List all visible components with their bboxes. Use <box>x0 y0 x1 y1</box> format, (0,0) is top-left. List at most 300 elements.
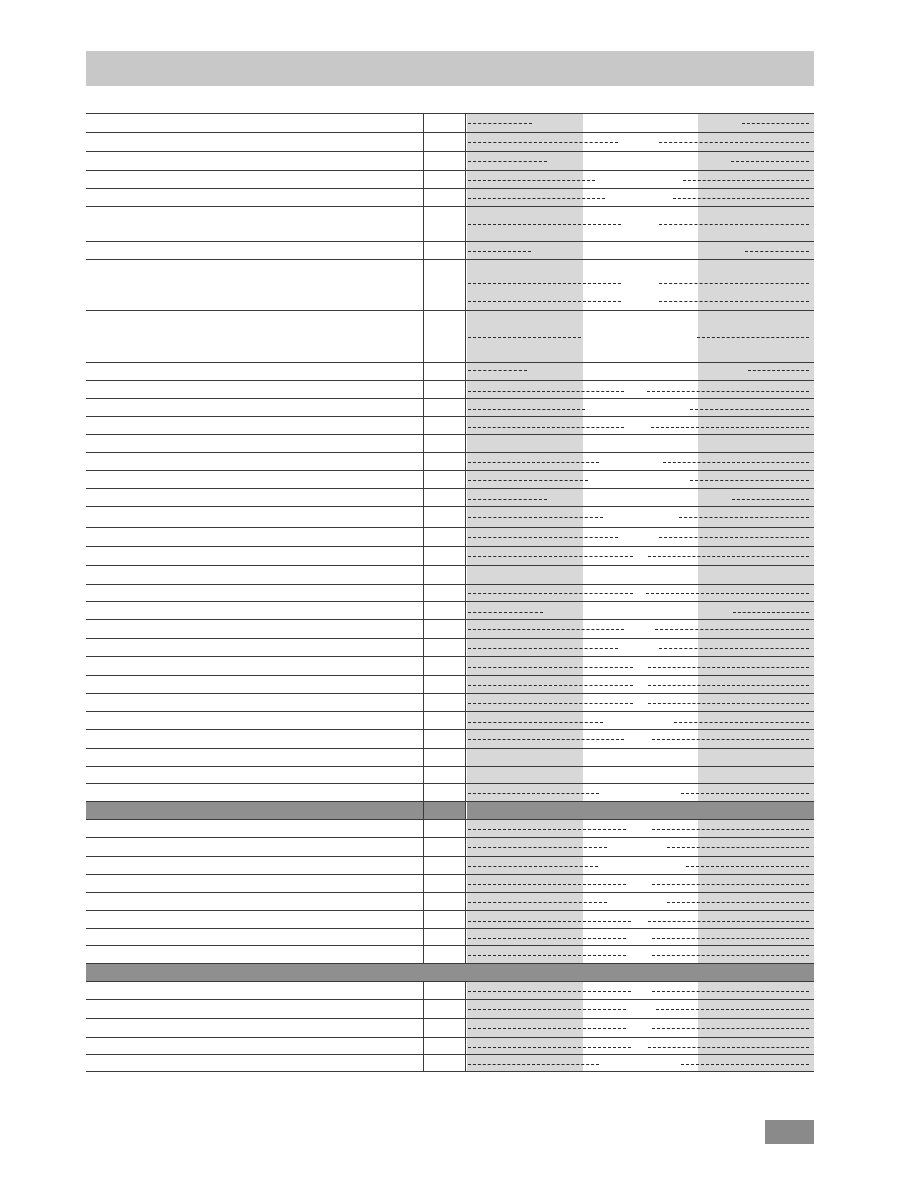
row-label <box>86 211 90 223</box>
table-row <box>86 565 814 584</box>
row-unit <box>424 879 428 891</box>
row-label <box>86 624 90 636</box>
dotted-leader <box>468 224 621 225</box>
row-label <box>86 879 90 891</box>
row-unit-cell <box>423 620 466 638</box>
table-row <box>86 506 814 527</box>
row-unit <box>424 606 428 618</box>
value-cell-1 <box>467 712 583 729</box>
value-cell-1 <box>467 435 583 452</box>
row-unit <box>424 175 428 187</box>
row-unit <box>424 246 428 258</box>
dotted-leader <box>659 301 809 302</box>
value-cell-1 <box>467 602 583 619</box>
row-label-cell <box>86 929 423 945</box>
value-cell-2 <box>583 242 698 259</box>
dotted-leader <box>468 391 624 392</box>
row-unit-cell <box>423 657 466 675</box>
dotted-leader <box>468 1028 626 1029</box>
table-row <box>86 729 814 748</box>
dotted-leader <box>468 612 543 613</box>
table-row <box>86 546 814 565</box>
dotted-leader <box>742 123 809 124</box>
row-label-cell <box>86 620 423 638</box>
row-unit-cell <box>423 152 466 170</box>
row-label <box>86 771 90 783</box>
row-unit <box>424 661 428 673</box>
dotted-leader <box>468 629 624 630</box>
dotted-leader <box>697 337 809 338</box>
row-unit-cell <box>423 982 466 999</box>
value-cell-2 <box>583 363 698 380</box>
row-unit-cell <box>423 1038 466 1054</box>
row-unit-cell <box>423 585 466 601</box>
row-label <box>86 193 90 205</box>
row-label-cell <box>86 982 423 999</box>
row-unit <box>424 193 428 205</box>
value-cell-2 <box>583 171 698 188</box>
row-label-cell <box>86 1038 423 1054</box>
row-unit-cell <box>423 802 466 819</box>
dotted-leader <box>468 337 581 338</box>
row-unit <box>424 570 428 582</box>
dotted-leader <box>679 517 809 518</box>
row-unit <box>424 698 428 710</box>
row-label <box>86 734 90 746</box>
table-row <box>86 1018 814 1037</box>
row-unit-cell <box>423 489 466 506</box>
table-row <box>86 188 814 206</box>
row-unit <box>424 734 428 746</box>
table-row <box>86 132 814 151</box>
value-cell-2 <box>583 399 698 416</box>
table-row <box>86 434 814 452</box>
row-label <box>86 897 90 909</box>
row-unit <box>424 589 428 601</box>
table-row <box>86 619 814 638</box>
row-unit-cell <box>423 242 466 259</box>
row-label <box>86 589 90 601</box>
table-row <box>86 1054 814 1072</box>
value-cell-3 <box>698 712 814 729</box>
dotted-leader <box>468 847 607 848</box>
dotted-leader <box>652 739 809 740</box>
dotted-leader <box>683 180 809 181</box>
row-unit-cell <box>423 1000 466 1018</box>
row-unit-cell <box>423 1019 466 1037</box>
row-label <box>86 475 90 487</box>
row-unit-cell <box>423 712 466 729</box>
value-cell-1 <box>467 929 583 945</box>
value-cell-2 <box>583 602 698 619</box>
row-label-cell <box>86 260 423 310</box>
row-label-cell <box>86 453 423 470</box>
table-row <box>86 999 814 1018</box>
dotted-leader <box>468 161 547 162</box>
specification-table <box>86 113 814 1072</box>
dotted-leader <box>646 593 809 594</box>
dotted-leader <box>745 251 809 252</box>
row-unit-cell <box>423 507 466 527</box>
row-label <box>86 842 90 854</box>
row-unit-cell <box>423 528 466 546</box>
row-unit <box>424 643 428 655</box>
row-unit <box>424 624 428 636</box>
table-row <box>86 380 814 398</box>
dotted-leader <box>652 991 809 992</box>
table-row <box>86 452 814 470</box>
dotted-leader <box>468 703 633 704</box>
value-cell-3 <box>698 399 814 416</box>
row-label <box>86 1059 90 1071</box>
row-label <box>86 1042 90 1054</box>
value-cell-1 <box>467 1038 583 1054</box>
row-label <box>86 716 90 728</box>
row-unit <box>424 421 428 433</box>
row-unit-cell <box>423 929 466 945</box>
table-row <box>86 398 814 416</box>
value-cell-2 <box>583 657 698 675</box>
dotted-leader <box>468 556 633 557</box>
dotted-leader <box>468 955 626 956</box>
dotted-leader <box>674 722 809 723</box>
dotted-leader <box>652 884 809 885</box>
row-unit-cell <box>423 171 466 188</box>
row-label <box>86 680 90 692</box>
row-label <box>86 698 90 710</box>
row-label <box>86 643 90 655</box>
table-row <box>86 675 814 693</box>
dotted-leader <box>468 991 631 992</box>
table-row <box>86 638 814 656</box>
dotted-leader <box>468 462 599 463</box>
row-unit-cell <box>423 547 466 565</box>
dotted-leader <box>468 648 618 649</box>
dotted-leader <box>648 703 809 704</box>
value-cell-1 <box>467 363 583 380</box>
value-cell-2 <box>583 767 698 783</box>
value-cell-3 <box>698 1055 814 1071</box>
row-label-cell <box>86 417 423 434</box>
row-unit-cell <box>423 189 466 206</box>
dotted-leader <box>652 829 809 830</box>
row-label <box>86 175 90 187</box>
row-unit <box>424 493 428 505</box>
row-unit-cell <box>423 381 466 398</box>
dotted-leader <box>659 142 809 143</box>
value-cell-3 <box>698 749 814 766</box>
row-label-cell <box>86 875 423 892</box>
row-label-cell <box>86 946 423 963</box>
value-cell-1 <box>467 417 583 434</box>
row-unit-cell <box>423 566 466 584</box>
row-unit-cell <box>423 311 466 362</box>
value-cell-1 <box>467 399 583 416</box>
value-cell-3 <box>698 911 814 928</box>
value-cell-2 <box>583 260 698 310</box>
row-label <box>86 986 90 998</box>
row-unit-cell <box>423 820 466 837</box>
dotted-leader <box>468 685 633 686</box>
row-label-cell <box>86 471 423 488</box>
dotted-leader <box>468 198 605 199</box>
value-cell-2 <box>583 712 698 729</box>
row-label <box>86 385 90 397</box>
row-unit <box>424 264 428 276</box>
value-cell-3 <box>698 767 814 783</box>
row-label-cell <box>86 242 423 259</box>
dotted-leader <box>652 955 809 956</box>
row-unit <box>424 753 428 765</box>
row-label-cell <box>86 602 423 619</box>
table-row <box>86 766 814 783</box>
row-label-cell <box>86 207 423 241</box>
row-label-cell <box>86 399 423 416</box>
value-cell-2 <box>583 471 698 488</box>
value-cell-3 <box>698 929 814 945</box>
row-label-cell <box>86 657 423 675</box>
dotted-leader <box>732 499 809 500</box>
dotted-leader <box>468 123 532 124</box>
row-label-cell <box>86 381 423 398</box>
table-row <box>86 527 814 546</box>
row-label-cell <box>86 171 423 188</box>
row-unit-cell <box>423 417 466 434</box>
value-cell-1 <box>467 260 583 310</box>
row-label <box>86 246 90 258</box>
row-unit-cell <box>423 114 466 132</box>
value-cell-3 <box>698 363 814 380</box>
row-label-cell <box>86 189 423 206</box>
row-label-cell <box>86 311 423 362</box>
value-cell-2 <box>583 114 698 132</box>
row-unit-cell <box>423 453 466 470</box>
row-label <box>86 824 90 836</box>
table-row <box>86 170 814 188</box>
row-unit <box>424 367 428 379</box>
row-unit-cell <box>423 260 466 310</box>
row-label <box>86 606 90 618</box>
row-label-cell <box>86 730 423 748</box>
value-cell-2 <box>583 911 698 928</box>
row-unit-cell <box>423 399 466 416</box>
row-label-cell <box>86 838 423 856</box>
row-label-cell <box>86 114 423 132</box>
dotted-leader <box>659 224 809 225</box>
row-label <box>86 661 90 673</box>
table-row <box>86 748 814 766</box>
row-unit-cell <box>423 875 466 892</box>
dotted-leader <box>468 301 621 302</box>
dotted-leader <box>468 409 585 410</box>
row-label <box>86 264 90 276</box>
dotted-leader <box>468 499 547 500</box>
table-row <box>86 310 814 362</box>
row-unit <box>424 915 428 927</box>
dotted-leader <box>690 409 809 410</box>
value-cell-1 <box>467 802 583 819</box>
row-label <box>86 137 90 149</box>
row-label-cell <box>86 802 423 819</box>
row-label-cell <box>86 1055 423 1071</box>
row-unit <box>424 156 428 168</box>
row-unit <box>424 315 428 327</box>
table-row <box>86 945 814 963</box>
dotted-leader <box>468 739 624 740</box>
dotted-leader <box>651 427 809 428</box>
table-row <box>86 113 814 132</box>
row-unit <box>424 385 428 397</box>
table-row <box>86 241 814 259</box>
table-row <box>86 416 814 434</box>
dotted-leader <box>731 161 809 162</box>
row-unit-cell <box>423 639 466 656</box>
dotted-leader <box>468 722 603 723</box>
value-cell-2 <box>583 381 698 398</box>
dotted-leader <box>468 938 626 939</box>
value-cell-1 <box>467 767 583 783</box>
row-unit <box>424 439 428 451</box>
value-cell-2 <box>583 152 698 170</box>
value-cell-3 <box>698 602 814 619</box>
row-label <box>86 788 90 800</box>
dotted-leader <box>652 1028 809 1029</box>
row-label-cell <box>86 363 423 380</box>
row-label <box>86 950 90 962</box>
row-unit-cell <box>423 676 466 693</box>
row-unit-cell <box>423 838 466 856</box>
value-cell-1 <box>467 657 583 675</box>
value-cell-2 <box>583 489 698 506</box>
row-unit <box>424 1059 428 1071</box>
row-label <box>86 493 90 505</box>
row-label <box>86 156 90 168</box>
row-label-cell <box>86 528 423 546</box>
row-label-cell <box>86 820 423 837</box>
value-cell-3 <box>698 417 814 434</box>
dotted-leader <box>468 251 531 252</box>
table-row <box>86 856 814 874</box>
dotted-leader <box>648 556 809 557</box>
row-unit <box>424 551 428 563</box>
dotted-leader <box>468 1064 599 1065</box>
dotted-leader <box>648 667 809 668</box>
row-label <box>86 315 90 327</box>
row-label-cell <box>86 1019 423 1037</box>
value-cell-1 <box>467 381 583 398</box>
value-cell-1 <box>467 1055 583 1071</box>
dotted-leader <box>468 370 527 371</box>
dotted-leader <box>468 427 624 428</box>
table-row <box>86 1037 814 1054</box>
dotted-leader <box>681 1064 809 1065</box>
table-row <box>86 206 814 241</box>
value-cell-2 <box>583 417 698 434</box>
table-row <box>86 470 814 488</box>
row-label <box>86 403 90 415</box>
row-label <box>86 457 90 469</box>
table-row <box>86 656 814 675</box>
row-label <box>86 421 90 433</box>
row-label-cell <box>86 489 423 506</box>
value-cell-2 <box>583 1055 698 1071</box>
row-unit <box>424 986 428 998</box>
row-unit <box>424 933 428 945</box>
dotted-leader <box>468 517 603 518</box>
dotted-leader <box>468 921 631 922</box>
row-label <box>86 753 90 765</box>
row-unit-cell <box>423 471 466 488</box>
row-label <box>86 551 90 563</box>
section-header-row <box>86 963 814 981</box>
row-label-cell <box>86 676 423 693</box>
table-row <box>86 259 814 310</box>
dotted-leader <box>748 370 809 371</box>
row-unit-cell <box>423 857 466 874</box>
dotted-leader <box>659 537 809 538</box>
row-unit <box>424 861 428 873</box>
row-unit <box>424 842 428 854</box>
value-cell-2 <box>583 857 698 874</box>
row-unit <box>424 211 428 223</box>
value-cell-2 <box>583 929 698 945</box>
row-label <box>86 118 90 130</box>
table-row <box>86 837 814 856</box>
row-unit <box>424 680 428 692</box>
value-cell-1 <box>467 749 583 766</box>
row-unit <box>424 1023 428 1035</box>
dotted-leader <box>468 793 599 794</box>
row-unit-cell <box>423 1055 466 1071</box>
row-label-cell <box>86 694 423 711</box>
row-unit-cell <box>423 133 466 151</box>
dotted-leader <box>468 142 618 143</box>
row-label <box>86 1023 90 1035</box>
table-row <box>86 693 814 711</box>
row-unit <box>424 950 428 962</box>
dotted-leader <box>468 667 633 668</box>
row-label-cell <box>86 435 423 452</box>
value-cell-3 <box>698 566 814 584</box>
table-row <box>86 783 814 801</box>
table-row <box>86 910 814 928</box>
row-label <box>86 511 90 523</box>
row-unit-cell <box>423 694 466 711</box>
value-cell-2 <box>583 435 698 452</box>
value-cell-1 <box>467 566 583 584</box>
row-label <box>86 933 90 945</box>
row-unit-cell <box>423 730 466 748</box>
row-unit <box>424 457 428 469</box>
dotted-leader <box>468 866 598 867</box>
row-label-cell <box>86 133 423 151</box>
dotted-leader <box>667 847 809 848</box>
dotted-leader <box>468 884 626 885</box>
value-cell-2 <box>583 749 698 766</box>
dotted-leader <box>468 1009 626 1010</box>
dotted-leader <box>659 283 809 284</box>
row-unit-cell <box>423 911 466 928</box>
row-label <box>86 439 90 451</box>
row-label-cell <box>86 767 423 783</box>
value-cell-3 <box>698 435 814 452</box>
value-cell-3 <box>698 1038 814 1054</box>
row-label-cell <box>86 1000 423 1018</box>
row-label-cell <box>86 857 423 874</box>
value-cell-3 <box>698 802 814 819</box>
row-label-cell <box>86 784 423 801</box>
row-unit <box>424 716 428 728</box>
